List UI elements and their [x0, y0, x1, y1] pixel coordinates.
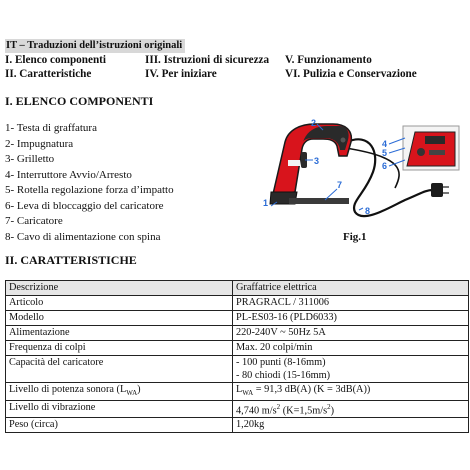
- spec-value: PL-ES03-16 (PLD6033): [233, 311, 469, 326]
- spec-key-sub: WA: [126, 389, 138, 398]
- spec-key: Alimentazione: [6, 326, 233, 341]
- table-row: [6, 296, 469, 311]
- spec-value-end: ): [330, 405, 335, 417]
- table-row: [6, 281, 469, 296]
- components-title: I. ELENCO COMPONENTI: [5, 94, 154, 108]
- table-row: [6, 383, 469, 401]
- callout-6: 6: [382, 161, 388, 171]
- spec-value-mid: (K=1,5m/s: [280, 405, 328, 417]
- table-row: [6, 401, 469, 418]
- specs-title: II. CARATTERISTICHE: [5, 253, 137, 267]
- list-item: 1- Testa di graffatura: [5, 122, 97, 134]
- spec-key: Capacità del caricatore: [6, 356, 233, 383]
- detail-inset: [403, 126, 459, 170]
- spec-value: 1,20kg: [233, 418, 469, 433]
- spec-value: Max. 20 colpi/min: [233, 341, 469, 356]
- spec-value-line: - 80 chiodi (15-16mm): [236, 370, 331, 381]
- toc-item: II. Caratteristiche: [5, 68, 92, 80]
- toc-row: [5, 53, 465, 67]
- spec-key: Descrizione: [6, 281, 233, 296]
- language-header: IT – Traduzioni dell’istruzioni originali: [5, 39, 185, 53]
- callout-8: 8: [365, 206, 371, 216]
- spec-key: Livello di vibrazione: [6, 401, 233, 418]
- list-item: 3- Grilletto: [5, 153, 55, 165]
- table-row: [6, 356, 469, 383]
- toc-item: IV. Per iniziare: [145, 68, 217, 80]
- magazine: [289, 198, 349, 204]
- table-row: [6, 311, 469, 326]
- callout-7: 7: [337, 180, 343, 190]
- spec-key-end: ): [137, 384, 141, 395]
- brand-label: [288, 160, 300, 166]
- list-item: 8- Cavo di alimentazione con spina: [5, 230, 161, 243]
- toc-item: V. Funzionamento: [285, 54, 372, 66]
- list-item: 7- Caricatore: [5, 215, 63, 227]
- spec-key-text: Livello di potenza sonora (L: [9, 384, 127, 395]
- spec-value: [233, 356, 469, 383]
- callout-4: 4: [382, 139, 388, 149]
- spec-value-end: = 91,3 dB(A) (K = 3dB(A)): [253, 384, 371, 395]
- spec-value: 220-240V ~ 50Hz 5A: [233, 326, 469, 341]
- list-item: 2- Impugnatura: [5, 137, 74, 150]
- spec-value: PRAGRACL / 311006: [233, 296, 469, 311]
- spec-value: Graffatrice elettrica: [233, 281, 469, 296]
- list-item: 5- Rotella regolazione forza d’impatto: [5, 184, 174, 196]
- toc-item: I. Elenco componenti: [5, 54, 106, 66]
- spec-value-line: - 100 punti (8-16mm): [236, 357, 326, 368]
- list-item: 4- Interruttore Avvio/Arresto: [5, 168, 132, 181]
- table-row: [6, 326, 469, 341]
- callout-2: 2: [311, 118, 317, 128]
- spec-key: Frequenza di colpi: [6, 341, 233, 356]
- toc-item: VI. Pulizia e Conservazione: [285, 68, 417, 80]
- spec-value-sub: WA: [242, 389, 254, 398]
- spec-key: Peso (circa): [6, 418, 233, 433]
- stapler-illustration: [255, 112, 465, 247]
- spec-value-text: 4,740 m/s: [236, 405, 277, 417]
- spec-value-sup: 2: [276, 403, 281, 412]
- toc-row: [5, 67, 465, 81]
- figure-caption: Fig.1: [343, 231, 367, 243]
- spec-key: Articolo: [6, 296, 233, 311]
- table-row: [6, 418, 469, 433]
- callout-5: 5: [382, 148, 388, 158]
- spec-value-sup: 2: [327, 403, 331, 412]
- spec-value: [233, 401, 469, 418]
- spec-key: Modello: [6, 311, 233, 326]
- table-of-contents: [5, 53, 465, 81]
- callout-1: 1: [263, 198, 269, 208]
- spec-value: [233, 383, 469, 401]
- power-plug: [431, 183, 449, 197]
- power-cable: [345, 148, 399, 188]
- components-list: [5, 121, 174, 245]
- list-item: 6- Leva di bloccaggio del caricatore: [5, 199, 164, 212]
- toc-item: III. Istruzioni di sicurezza: [145, 54, 270, 66]
- table-row: [6, 341, 469, 356]
- power-switch: [341, 138, 346, 143]
- spec-key: [6, 383, 233, 401]
- callout-3: 3: [314, 156, 320, 166]
- specs-table: [5, 280, 469, 433]
- spec-value-text: L: [236, 384, 243, 395]
